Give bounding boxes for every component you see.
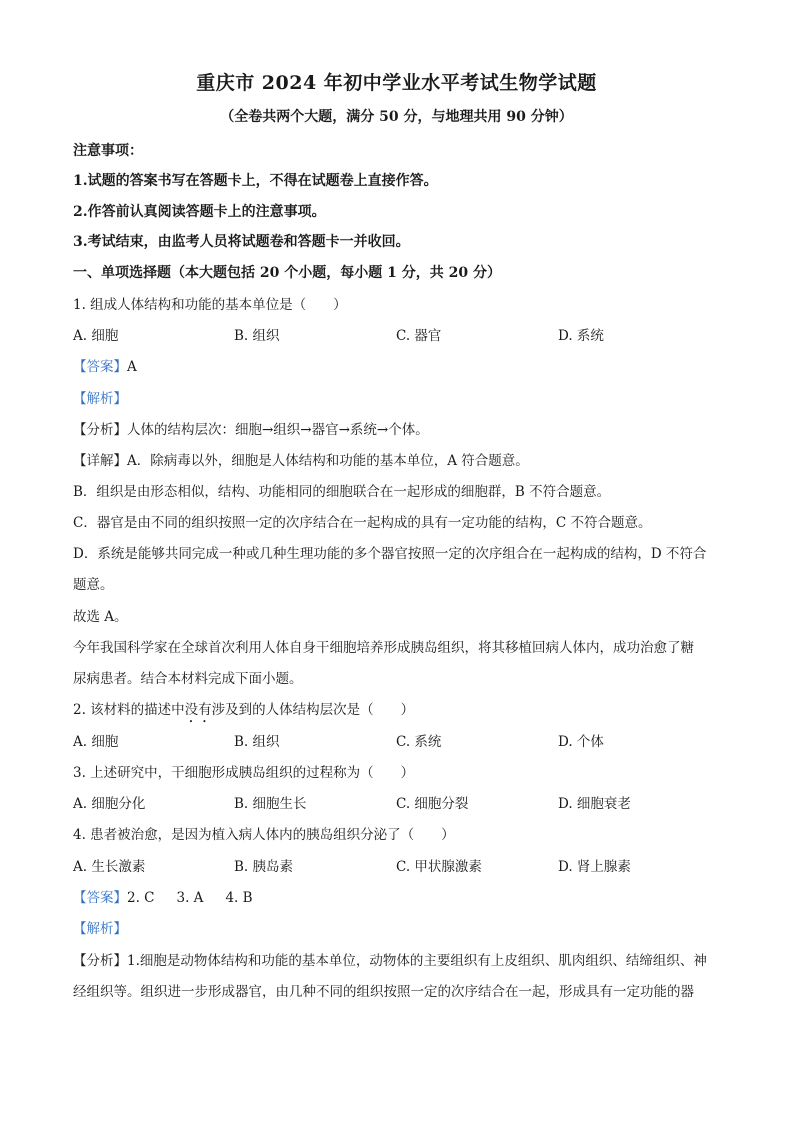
- q3-option-a: A. 细胞分化: [73, 796, 146, 812]
- q3-option-c: C. 细胞分裂: [396, 796, 469, 812]
- answer-value: 4. B: [225, 890, 253, 906]
- note-item: 1.试题的答案书写在答题卡上，不得在试题卷上直接作答。: [73, 173, 438, 189]
- answer-tag: 【答案】: [73, 890, 127, 906]
- group-answer: [73, 888, 253, 908]
- q4-option-b: B. 胰岛素: [234, 859, 294, 875]
- page-subtitle: （全卷共两个大题，满分 50 分，与地理共用 90 分钟）: [220, 109, 573, 125]
- fenxi-tag: 【分析】: [73, 953, 127, 969]
- stem-pre: 2. 该材料的描述中: [73, 702, 185, 718]
- question-3-stem: 3. 上述研究中，干细胞形成胰岛组织的过程称为（ ）: [73, 765, 415, 781]
- q3-option-b: B. 细胞生长: [234, 796, 307, 812]
- section-heading: 一、单项选择题（本大题包括 20 个小题，每小题 1 分，共 20 分）: [73, 265, 501, 281]
- q1-option-b: B. 组织: [234, 328, 280, 344]
- q2-option-a: A. 细胞: [73, 734, 119, 750]
- q1-option-c: C. 器官: [396, 328, 442, 344]
- stem-post: 涉及到的人体结构层次是（ ）: [211, 702, 415, 718]
- q1-analysis-tag: 【解析】: [73, 391, 127, 407]
- question-2-stem: [73, 700, 414, 726]
- fenxi-tag: 【分析】: [73, 422, 127, 438]
- question-4-stem: 4. 患者被治愈，是因为植入病人体内的胰岛组织分泌了（ ）: [73, 827, 455, 843]
- answer-value: 3. A: [176, 890, 204, 906]
- notes-heading: 注意事项：: [73, 143, 143, 159]
- material-text-cont: 尿病患者。结合本材料完成下面小题。: [73, 671, 303, 687]
- note-item: 2.作答前认真阅读答题卡上的注意事项。: [73, 204, 326, 220]
- q1-conclusion: 故选 A。: [73, 609, 128, 625]
- note-item: 3.考试结束，由监考人员将试题卷和答题卡一并收回。: [73, 234, 410, 250]
- xiangjie-tag: 【详解】: [73, 453, 127, 469]
- q1-option-d: D. 系统: [558, 328, 604, 344]
- q1-explain-d: D．系统是能够共同完成一种或几种生理功能的多个器官按照一定的次序组合在一起构成的结构，D 不符合: [73, 546, 707, 562]
- q1-fenxi: [73, 420, 429, 440]
- q4-option-c: C. 甲状腺激素: [396, 859, 482, 875]
- q2-option-b: B. 组织: [234, 734, 280, 750]
- q4-option-a: A. 生长激素: [73, 859, 146, 875]
- group-fenxi-cont: 经组织等。组织进一步形成器官，由几种不同的组织按照一定的次序结合在一起，形成具有一定功能的器: [73, 984, 694, 1000]
- q1-answer: [73, 357, 137, 377]
- q1-explain-c: C．器官是由不同的组织按照一定的次序结合在一起构成的具有一定功能的结构，C 不符合题意。: [73, 515, 652, 531]
- question-1-stem: 1. 组成人体结构和功能的基本单位是（ ）: [73, 297, 347, 313]
- q1-explain-b: B．组织是由形态相似，结构、功能相同的细胞联合在一起形成的细胞群，B 不符合题意。: [73, 484, 611, 500]
- answer-value: A: [127, 359, 137, 375]
- answer-value: 2. C: [127, 890, 155, 906]
- q2-option-d: D. 个体: [558, 734, 604, 750]
- q2-option-c: C. 系统: [396, 734, 442, 750]
- group-fenxi: [73, 951, 707, 971]
- q1-xiangjie: [73, 451, 529, 471]
- xiangjie-text: A．除病毒以外，细胞是人体结构和功能的基本单位，A 符合题意。: [127, 453, 529, 469]
- material-text: 今年我国科学家在全球首次利用人体自身干细胞培养形成胰岛组织，将其移植回病人体内，成功治愈了糖: [73, 640, 694, 656]
- page-title: 重庆市 2024 年初中学业水平考试生物学试题: [196, 72, 597, 94]
- emphasis-text: 没有: [184, 702, 212, 718]
- fenxi-text: 人体的结构层次：细胞→组织→器官→系统→个体。: [127, 422, 429, 438]
- q1-explain-d-cont: 题意。: [73, 577, 114, 593]
- group-analysis-tag: 【解析】: [73, 921, 127, 937]
- q4-option-d: D. 肾上腺素: [558, 859, 631, 875]
- fenxi-text: 1.细胞是动物体结构和功能的基本单位，动物体的主要组织有上皮组织、肌肉组织、结缔组织、神: [127, 953, 707, 969]
- answer-tag: 【答案】: [73, 359, 127, 375]
- q3-option-d: D. 细胞衰老: [558, 796, 631, 812]
- q1-option-a: A. 细胞: [73, 328, 119, 344]
